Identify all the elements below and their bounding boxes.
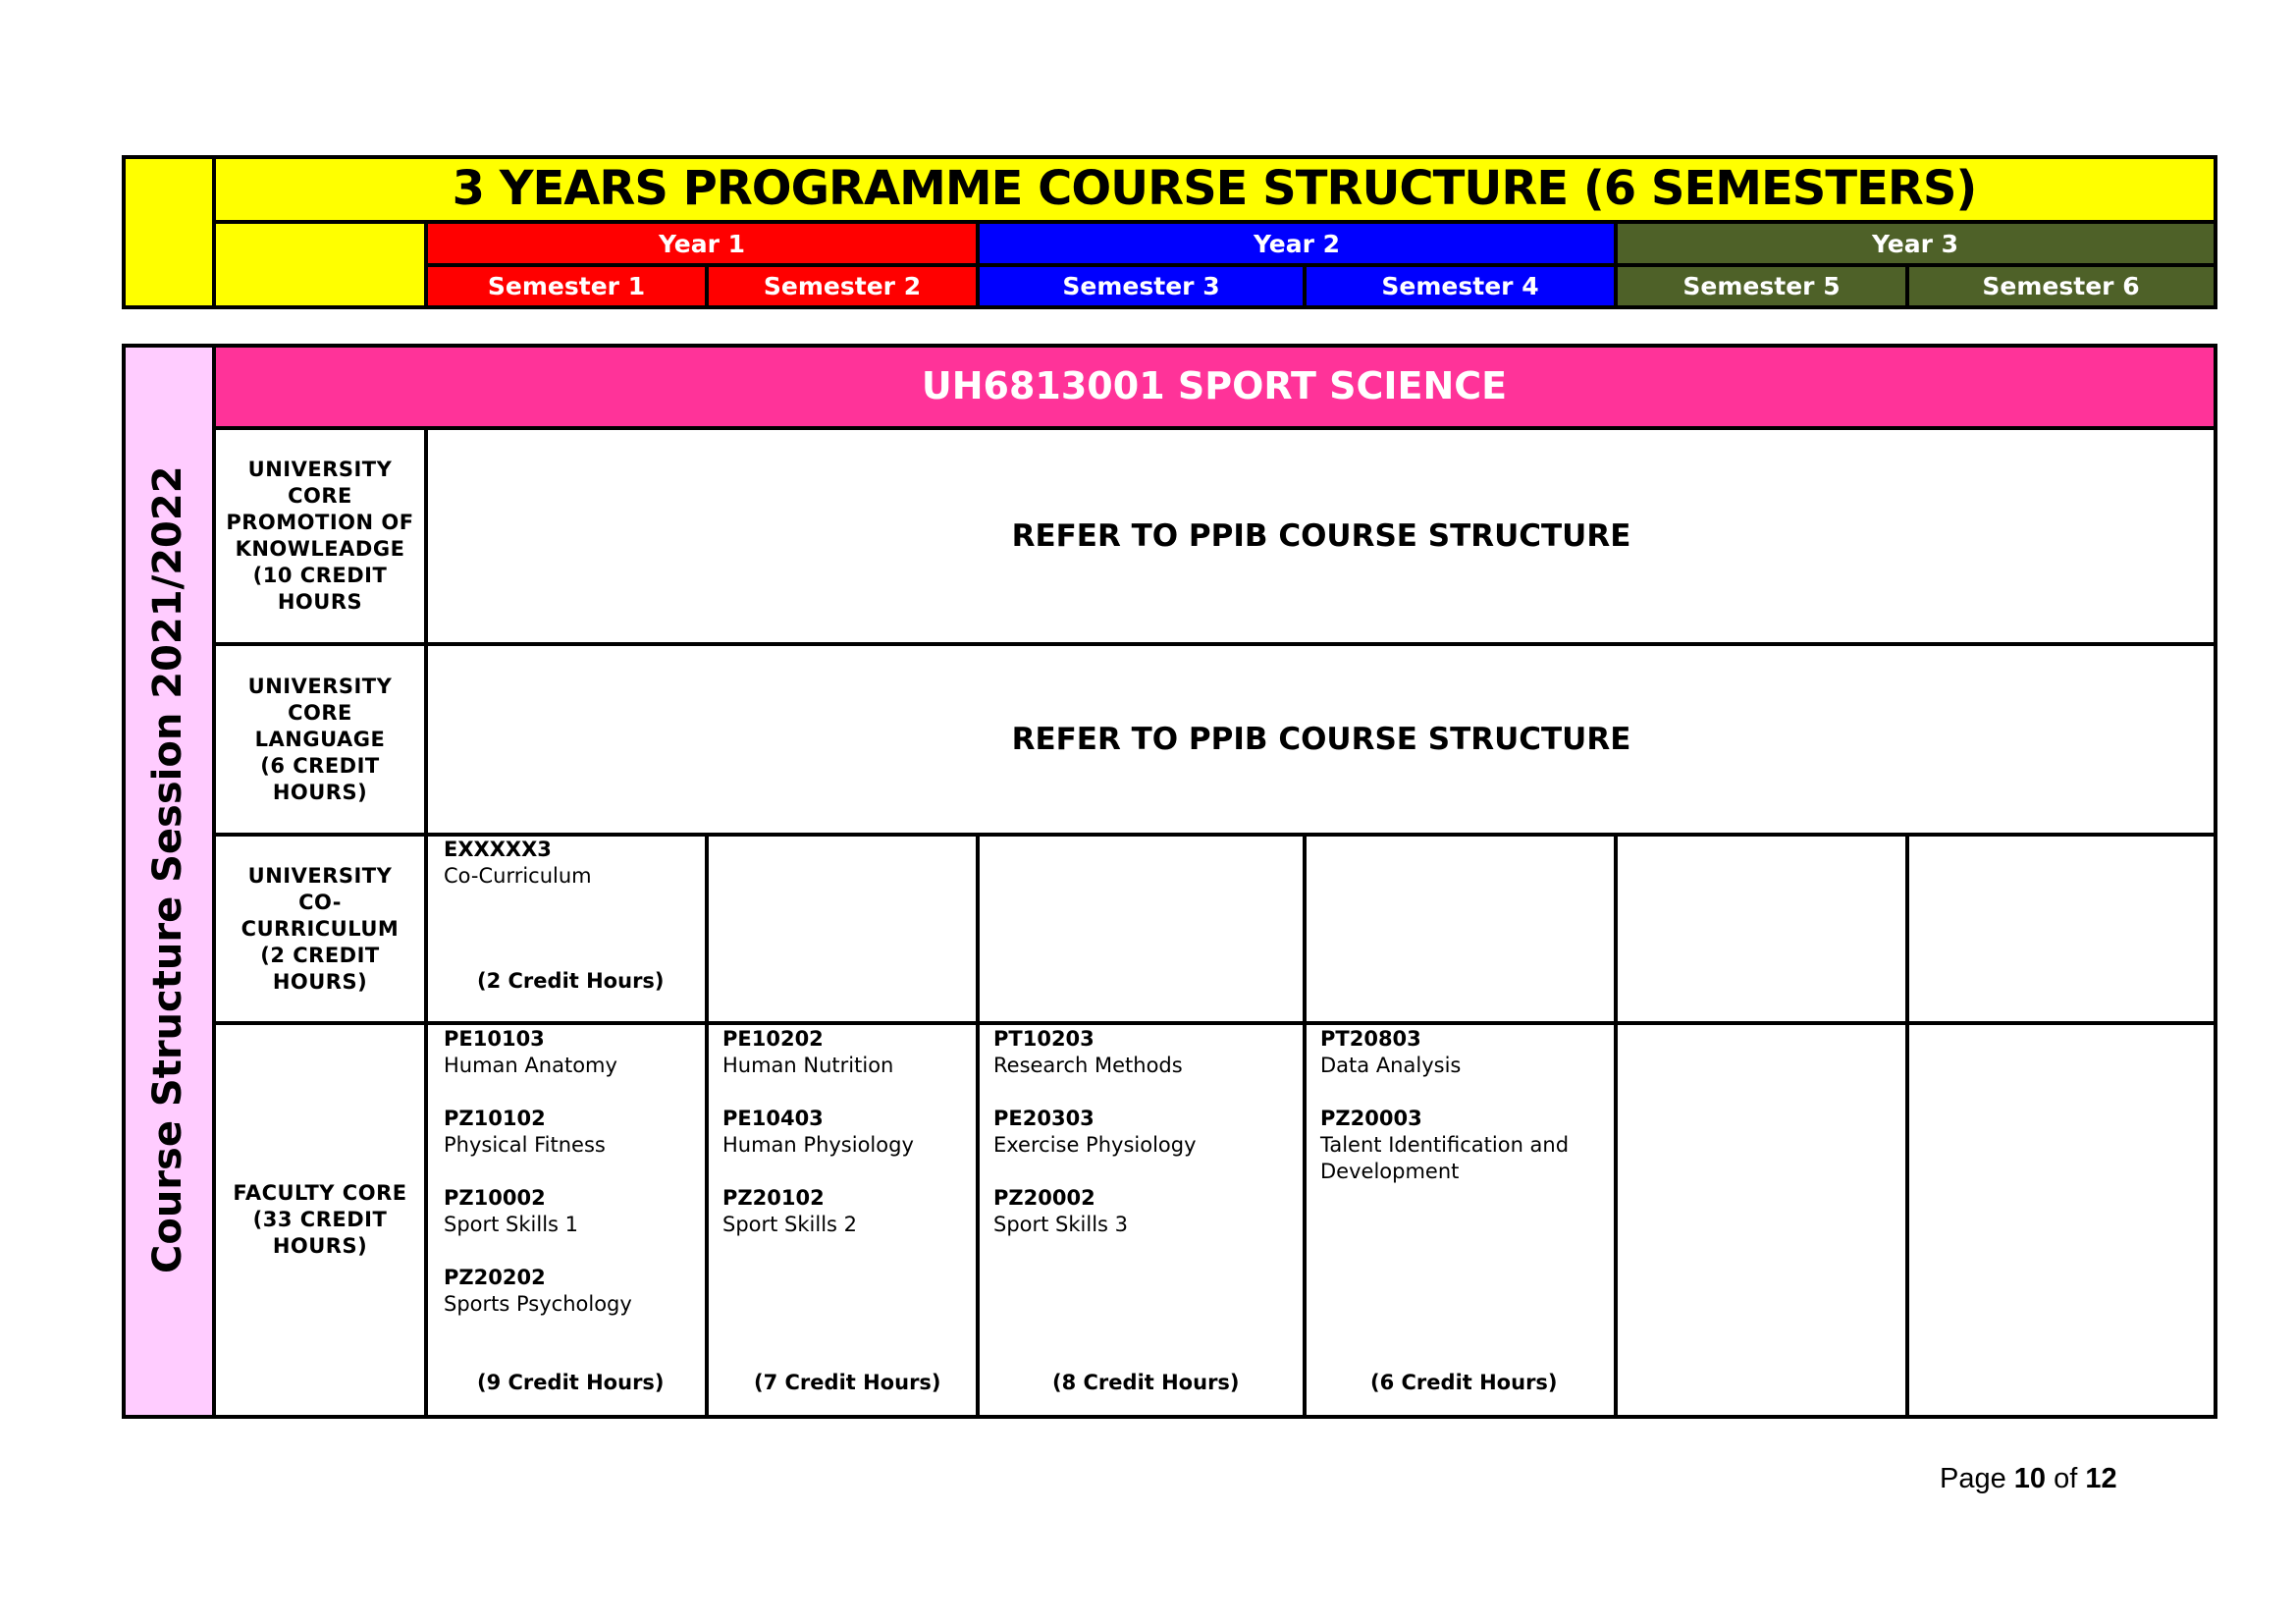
table-divider [976,833,980,1418]
row-label-line: UNIVERSITY [247,863,393,888]
header-divider [214,220,2216,224]
table-divider [214,426,2216,430]
course-code: PZ20202 [444,1266,546,1289]
course-code: PE10403 [722,1107,824,1130]
credit-hours: (2 Credit Hours) [477,969,665,993]
course-name: Talent Identification and [1320,1133,1570,1157]
row-label-line: CURRICULUM [240,916,400,941]
row-label-line: CO- [298,890,342,914]
course-table-border [122,344,2217,1419]
page-number [1940,1463,2117,1495]
course-code: PZ10102 [444,1107,546,1130]
table-divider [424,426,428,1418]
programme-title: UH6813001 SPORT SCIENCE [921,364,1508,407]
course-code: PZ20003 [1320,1107,1422,1130]
page-total: 12 [2085,1463,2117,1494]
credit-hours: (9 Credit Hours) [477,1371,665,1394]
header-divider [1614,222,1618,309]
page-title: 3 YEARS PROGRAMME COURSE STRUCTURE (6 SEMESTERS) [452,161,1977,216]
course-code: PT20803 [1320,1027,1421,1051]
course-name: Exercise Physiology [993,1133,1197,1157]
row-label-line: HOURS [277,590,363,614]
header-divider [1303,263,1307,309]
table-divider [1905,833,1909,1418]
year-3-label: Year 3 [1871,229,1959,258]
table-divider [212,344,216,1419]
row-label-line: UNIVERSITY [247,458,393,481]
course-code: PZ20002 [993,1186,1095,1210]
course-code: PE10202 [722,1027,824,1051]
row-label-line: CORE [288,484,352,508]
course-name: Sport Skills 3 [993,1213,1129,1236]
course-name: Human Nutrition [722,1054,894,1077]
table-divider [214,833,2216,837]
header-divider [426,263,2216,267]
course-name: Sport Skills 2 [722,1213,858,1236]
refer-text: REFER TO PPIB COURSE STRUCTURE [1011,518,1631,554]
header-divider [424,222,428,309]
course-code: PE10103 [444,1027,545,1051]
credit-hours: (6 Credit Hours) [1370,1371,1558,1394]
row-label-line: KNOWLEADGE [235,537,405,561]
header-divider [705,263,709,309]
page-of: of [2054,1463,2078,1494]
course-name: Research Methods [993,1054,1183,1077]
table-divider [214,1021,2216,1025]
row-label-line: PROMOTION OF [226,511,414,534]
header-divider [976,222,980,309]
course-code: PZ20102 [722,1186,825,1210]
header-border [122,155,2217,309]
row-label-line: UNIVERSITY [247,674,393,698]
table-divider [705,833,709,1418]
row-label-line: (6 CREDIT [260,753,380,778]
header-divider [212,155,216,309]
course-code: PT10203 [993,1027,1095,1051]
course-code: PE20303 [993,1107,1095,1130]
course-code: PZ10002 [444,1186,546,1210]
row-label-line: HOURS) [272,780,368,804]
table-divider [214,642,2216,646]
semester-4-label: Semester 4 [1381,272,1539,300]
session-label: Course Structure Session 2021/2022 [145,465,190,1273]
year-1-label: Year 1 [658,229,746,258]
credit-hours: (8 Credit Hours) [1052,1371,1240,1394]
course-name: Sports Psychology [444,1292,632,1316]
course-name: Sport Skills 1 [444,1213,579,1236]
semester-6-label: Semester 6 [1982,272,2140,300]
refer-text: REFER TO PPIB COURSE STRUCTURE [1011,722,1631,757]
page-prefix: Page [1940,1463,2006,1494]
semester-2-label: Semester 2 [763,272,922,300]
semester-5-label: Semester 5 [1682,272,1841,300]
course-name: Co-Curriculum [444,864,592,888]
page-current: 10 [2013,1463,2047,1494]
course-name: Human Anatomy [444,1054,617,1077]
table-divider [1614,833,1618,1418]
table-divider [1303,833,1307,1418]
year-2-label: Year 2 [1253,229,1341,258]
row-label-line: CORE [288,700,352,725]
row-label-line: (10 CREDIT [252,564,388,587]
course-name: Data Analysis [1320,1054,1462,1077]
course-name: Human Physiology [722,1133,914,1157]
course-code: EXXXXX3 [444,838,552,861]
row-label-line: (33 CREDIT [252,1208,388,1231]
row-label-line: HOURS) [272,1234,368,1258]
semester-1-label: Semester 1 [487,272,646,300]
course-name: Physical Fitness [444,1133,606,1157]
row-label-line: HOURS) [272,969,368,994]
course-name: Development [1320,1160,1460,1183]
row-label-line: (2 CREDIT [260,943,380,967]
credit-hours: (7 Credit Hours) [754,1371,941,1394]
semester-3-label: Semester 3 [1062,272,1220,300]
row-label-line: LANGUAGE [254,727,386,751]
header-divider [1905,263,1909,309]
row-label-line: FACULTY CORE [233,1181,407,1205]
